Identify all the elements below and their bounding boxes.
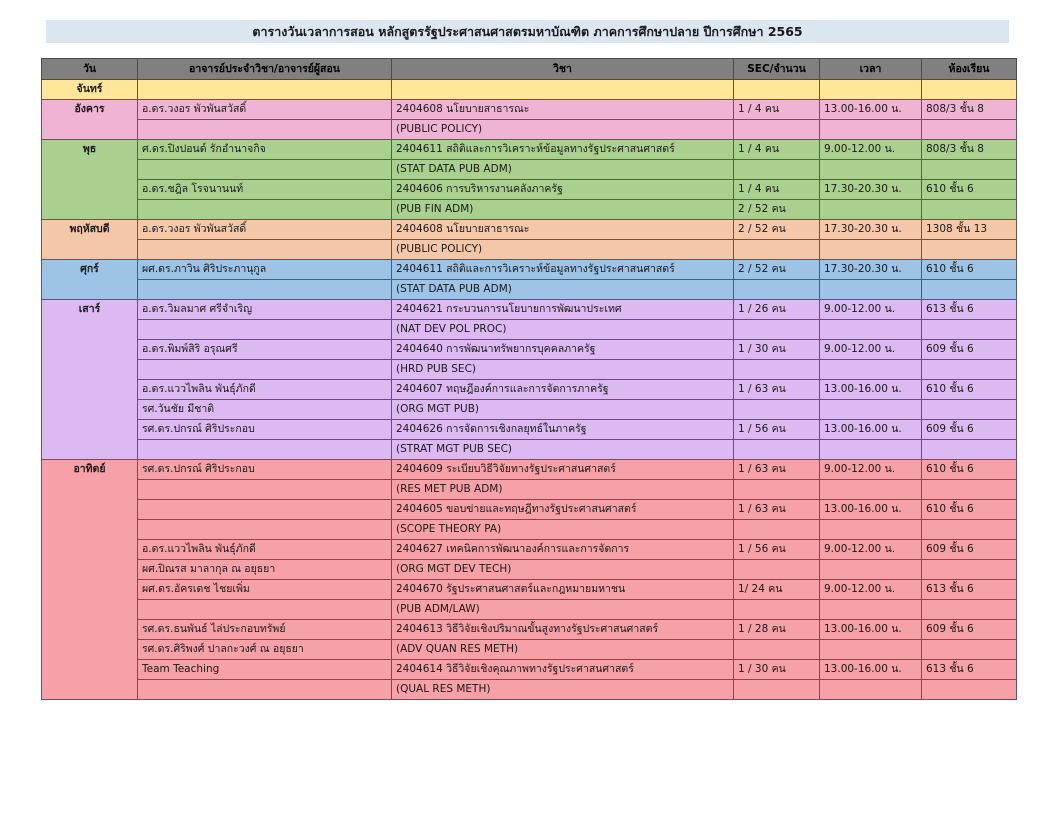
cell-room: 609 ชั้น 6 (922, 340, 1017, 360)
header-course: วิชา (392, 59, 734, 80)
cell-day (42, 580, 138, 600)
table-row (42, 80, 1017, 100)
table-row (42, 420, 1017, 440)
cell-day (42, 320, 138, 340)
cell-course: 2404613 วิธีวิจัยเชิงปริมาณขั้นสูงทางรัฐประศาสนศาสตร์ (392, 620, 734, 640)
cell-course: (ADV QUAN RES METH) (392, 640, 734, 660)
cell-course: 2404611 สถิติและการวิเคราะห์ข้อมูลทางรัฐประศาสนศาสตร์ (392, 140, 734, 160)
cell-course: 2404606 การบริหารงานคลังภาครัฐ (392, 180, 734, 200)
cell-time (820, 200, 922, 220)
cell-course: 2404605 ขอบข่ายและทฤษฎีทางรัฐประศาสนศาสตร์ (392, 500, 734, 520)
table-row (42, 140, 1017, 160)
cell-course: (ORG MGT PUB) (392, 400, 734, 420)
cell-course: 2404640 การพัฒนาทรัพยากรบุคคลภาครัฐ (392, 340, 734, 360)
cell-time (820, 280, 922, 300)
cell-time (820, 600, 922, 620)
cell-section (734, 520, 820, 540)
cell-day (42, 360, 138, 380)
cell-room: 613 ชั้น 6 (922, 300, 1017, 320)
cell-room (922, 600, 1017, 620)
cell-day: เสาร์ (42, 300, 138, 320)
cell-lecturer (138, 680, 392, 700)
cell-section: 1/ 24 คน (734, 580, 820, 600)
cell-course: (STRAT MGT PUB SEC) (392, 440, 734, 460)
cell-section: 1 / 30 คน (734, 340, 820, 360)
header-room: ห้องเรียน (922, 59, 1017, 80)
cell-time (820, 160, 922, 180)
cell-room (922, 560, 1017, 580)
cell-lecturer (138, 480, 392, 500)
cell-section: 1 / 56 คน (734, 420, 820, 440)
table-row (42, 300, 1017, 320)
cell-time (820, 400, 922, 420)
cell-course: 2404670 รัฐประศาสนศาสตร์และกฎหมายมหาชน (392, 580, 734, 600)
cell-room (922, 320, 1017, 340)
table-row (42, 560, 1017, 580)
table-row (42, 600, 1017, 620)
cell-time: 13.00-16.00 น. (820, 380, 922, 400)
cell-lecturer (138, 200, 392, 220)
cell-lecturer (138, 520, 392, 540)
cell-room: 610 ชั้น 6 (922, 460, 1017, 480)
cell-time: 17.30-20.30 น. (820, 220, 922, 240)
table-row (42, 480, 1017, 500)
cell-day (42, 160, 138, 180)
cell-section: 2 / 52 คน (734, 260, 820, 280)
cell-lecturer: อ.ดร.พิมพ์สิริ อรุณศรี (138, 340, 392, 360)
cell-day (42, 560, 138, 580)
cell-lecturer: รศ.ดร.ศิริพงศ์ ปาลกะวงศ์ ณ อยุธยา (138, 640, 392, 660)
cell-day (42, 180, 138, 200)
cell-day (42, 120, 138, 140)
table-row (42, 440, 1017, 460)
cell-day (42, 400, 138, 420)
cell-room: 609 ชั้น 6 (922, 620, 1017, 640)
cell-room (922, 160, 1017, 180)
cell-day: จันทร์ (42, 80, 138, 100)
cell-course: (PUBLIC POLICY) (392, 240, 734, 260)
cell-lecturer (138, 600, 392, 620)
table-row (42, 680, 1017, 700)
cell-room: 610 ชั้น 6 (922, 500, 1017, 520)
cell-room (922, 280, 1017, 300)
cell-course: (NAT DEV POL PROC) (392, 320, 734, 340)
cell-time: 9.00-12.00 น. (820, 540, 922, 560)
cell-section: 1 / 63 คน (734, 460, 820, 480)
cell-day: อังคาร (42, 100, 138, 120)
table-row (42, 460, 1017, 480)
table-row (42, 360, 1017, 380)
cell-room: 609 ชั้น 6 (922, 540, 1017, 560)
table-row (42, 200, 1017, 220)
cell-room (922, 80, 1017, 100)
cell-section (734, 80, 820, 100)
cell-day (42, 480, 138, 500)
cell-section: 1 / 56 คน (734, 540, 820, 560)
cell-section: 2 / 52 คน (734, 220, 820, 240)
cell-course: 2404626 การจัดการเชิงกลยุทธ์ในภาครัฐ (392, 420, 734, 440)
cell-room (922, 200, 1017, 220)
cell-time: 9.00-12.00 น. (820, 140, 922, 160)
cell-room: 609 ชั้น 6 (922, 420, 1017, 440)
cell-room: 808/3 ชั้น 8 (922, 100, 1017, 120)
table-row (42, 380, 1017, 400)
table-row (42, 260, 1017, 280)
cell-room (922, 240, 1017, 260)
cell-lecturer: รศ.ดร.ปกรณ์ ศิริประกอบ (138, 460, 392, 480)
cell-course: (QUAL RES METH) (392, 680, 734, 700)
cell-room (922, 640, 1017, 660)
cell-course: 2404607 ทฤษฎีองค์การและการจัดการภาครัฐ (392, 380, 734, 400)
cell-section (734, 480, 820, 500)
cell-day (42, 600, 138, 620)
cell-lecturer (138, 240, 392, 260)
cell-lecturer (138, 160, 392, 180)
cell-day: พุธ (42, 140, 138, 160)
cell-course: 2404608 นโยบายสาธารณะ (392, 100, 734, 120)
cell-time: 9.00-12.00 น. (820, 460, 922, 480)
cell-course: (SCOPE THEORY PA) (392, 520, 734, 540)
cell-section: 1 / 26 คน (734, 300, 820, 320)
cell-room: 808/3 ชั้น 8 (922, 140, 1017, 160)
cell-time (820, 120, 922, 140)
cell-room (922, 400, 1017, 420)
cell-course: 2404608 นโยบายสาธารณะ (392, 220, 734, 240)
cell-section: 1 / 63 คน (734, 380, 820, 400)
table-row (42, 120, 1017, 140)
cell-room: 613 ชั้น 6 (922, 660, 1017, 680)
cell-lecturer: อ.ดร.วงอร พัวพันสวัสดิ์ (138, 220, 392, 240)
cell-course: (STAT DATA PUB ADM) (392, 160, 734, 180)
cell-day (42, 680, 138, 700)
cell-course: (ORG MGT DEV TECH) (392, 560, 734, 580)
table-row (42, 160, 1017, 180)
cell-course: (PUBLIC POLICY) (392, 120, 734, 140)
cell-section: 1 / 28 คน (734, 620, 820, 640)
cell-room (922, 440, 1017, 460)
cell-course: (HRD PUB SEC) (392, 360, 734, 380)
cell-section (734, 240, 820, 260)
cell-day: ศุกร์ (42, 260, 138, 280)
table-row (42, 540, 1017, 560)
cell-lecturer (138, 320, 392, 340)
cell-room: 610 ชั้น 6 (922, 180, 1017, 200)
cell-time: 9.00-12.00 น. (820, 300, 922, 320)
cell-section (734, 440, 820, 460)
table-row (42, 240, 1017, 260)
cell-time: 17.30-20.30 น. (820, 260, 922, 280)
cell-lecturer: ผศ.ปิณรส มาลากุล ณ อยุธยา (138, 560, 392, 580)
cell-course: (RES MET PUB ADM) (392, 480, 734, 500)
table-row (42, 500, 1017, 520)
cell-course: 2404614 วิธีวิจัยเชิงคุณภาพทางรัฐประศาสนศาสตร์ (392, 660, 734, 680)
cell-section: 1 / 63 คน (734, 500, 820, 520)
header-section: SEC/จำนวน (734, 59, 820, 80)
header-time: เวลา (820, 59, 922, 80)
cell-section (734, 680, 820, 700)
cell-course: (PUB ADM/LAW) (392, 600, 734, 620)
cell-time (820, 640, 922, 660)
cell-section: 1 / 4 คน (734, 100, 820, 120)
table-row (42, 340, 1017, 360)
cell-room (922, 680, 1017, 700)
cell-lecturer: ผศ.ดร.อัครเดช ไชยเพิ่ม (138, 580, 392, 600)
table-row (42, 180, 1017, 200)
cell-time (820, 480, 922, 500)
cell-course (392, 80, 734, 100)
cell-time: 17.30-20.30 น. (820, 180, 922, 200)
cell-lecturer: ศ.ดร.ปิงปอนด์ รักอำนาจกิจ (138, 140, 392, 160)
cell-day (42, 660, 138, 680)
cell-lecturer: อ.ดร.วงอร พัวพันสวัสดิ์ (138, 100, 392, 120)
cell-time (820, 520, 922, 540)
cell-lecturer: อ.ดร.แววไพลิน พันธุ์ภักดี (138, 380, 392, 400)
cell-section (734, 560, 820, 580)
cell-day (42, 620, 138, 640)
cell-time (820, 320, 922, 340)
header-day: วัน (42, 59, 138, 80)
table-row (42, 320, 1017, 340)
cell-course: (PUB FIN ADM) (392, 200, 734, 220)
schedule-table (41, 58, 1017, 700)
cell-section: 1 / 4 คน (734, 180, 820, 200)
cell-lecturer: รศ.วันชัย มีชาติ (138, 400, 392, 420)
cell-day (42, 540, 138, 560)
cell-room (922, 480, 1017, 500)
header-lecturer: อาจารย์ประจำวิชา/อาจารย์ผู้สอน (138, 59, 392, 80)
table-row (42, 580, 1017, 600)
cell-time (820, 360, 922, 380)
cell-section (734, 160, 820, 180)
cell-lecturer (138, 80, 392, 100)
cell-lecturer: ผศ.ดร.ภาวิน ศิริประภานุกูล (138, 260, 392, 280)
cell-section (734, 280, 820, 300)
table-row (42, 100, 1017, 120)
cell-time (820, 680, 922, 700)
cell-section: 1 / 4 คน (734, 140, 820, 160)
cell-section (734, 320, 820, 340)
cell-lecturer (138, 440, 392, 460)
cell-day: อาทิตย์ (42, 460, 138, 480)
cell-section (734, 120, 820, 140)
table-row (42, 220, 1017, 240)
cell-day (42, 500, 138, 520)
cell-day: พฤหัสบดี (42, 220, 138, 240)
cell-day (42, 340, 138, 360)
cell-room: 1308 ชั้น 13 (922, 220, 1017, 240)
cell-time (820, 240, 922, 260)
cell-day (42, 200, 138, 220)
cell-lecturer: รศ.ดร.ธนพันธ์ ไล่ประกอบทรัพย์ (138, 620, 392, 640)
page-title: ตารางวันเวลาการสอน หลักสูตรรัฐประศาสนศาสตรมหาบัณฑิต ภาคการศึกษาปลาย ปีการศึกษา 2565 (46, 20, 1009, 43)
cell-day (42, 240, 138, 260)
table-row (42, 640, 1017, 660)
cell-day (42, 520, 138, 540)
cell-section (734, 600, 820, 620)
cell-room (922, 360, 1017, 380)
table-row (42, 280, 1017, 300)
cell-day (42, 420, 138, 440)
cell-day (42, 380, 138, 400)
cell-lecturer: อ.ดร.แววไพลิน พันธุ์ภักดี (138, 540, 392, 560)
cell-course: 2404627 เทคนิคการพัฒนาองค์การและการจัดการ (392, 540, 734, 560)
cell-time (820, 560, 922, 580)
cell-lecturer: อ.ดร.ชฎิล โรจนานนท์ (138, 180, 392, 200)
cell-lecturer (138, 120, 392, 140)
cell-room (922, 120, 1017, 140)
cell-section (734, 360, 820, 380)
cell-lecturer: อ.ดร.วิมลมาศ ศรีจำเริญ (138, 300, 392, 320)
cell-lecturer: รศ.ดร.ปกรณ์ ศิริประกอบ (138, 420, 392, 440)
cell-course: 2404621 กระบวนการนโยบายการพัฒนาประเทศ (392, 300, 734, 320)
cell-time (820, 80, 922, 100)
cell-course: (STAT DATA PUB ADM) (392, 280, 734, 300)
cell-lecturer (138, 280, 392, 300)
cell-day (42, 280, 138, 300)
cell-section: 1 / 30 คน (734, 660, 820, 680)
table-header (42, 59, 1017, 80)
table-row (42, 520, 1017, 540)
cell-day (42, 640, 138, 660)
table-row (42, 620, 1017, 640)
cell-time: 13.00-16.00 น. (820, 660, 922, 680)
cell-section (734, 640, 820, 660)
cell-room: 610 ชั้น 6 (922, 380, 1017, 400)
cell-time: 9.00-12.00 น. (820, 340, 922, 360)
cell-time: 13.00-16.00 น. (820, 500, 922, 520)
cell-room: 613 ชั้น 6 (922, 580, 1017, 600)
cell-time: 13.00-16.00 น. (820, 420, 922, 440)
cell-lecturer: Team Teaching (138, 660, 392, 680)
cell-section: 2 / 52 คน (734, 200, 820, 220)
cell-section (734, 400, 820, 420)
cell-course: 2404609 ระเบียบวิธีวิจัยทางรัฐประศาสนศาสตร์ (392, 460, 734, 480)
cell-lecturer (138, 360, 392, 380)
table-row (42, 400, 1017, 420)
cell-room (922, 520, 1017, 540)
cell-room: 610 ชั้น 6 (922, 260, 1017, 280)
cell-course: 2404611 สถิติและการวิเคราะห์ข้อมูลทางรัฐประศาสนศาสตร์ (392, 260, 734, 280)
table-row (42, 660, 1017, 680)
cell-day (42, 440, 138, 460)
cell-time: 9.00-12.00 น. (820, 580, 922, 600)
cell-time: 13.00-16.00 น. (820, 100, 922, 120)
cell-time: 13.00-16.00 น. (820, 620, 922, 640)
cell-lecturer (138, 500, 392, 520)
cell-time (820, 440, 922, 460)
